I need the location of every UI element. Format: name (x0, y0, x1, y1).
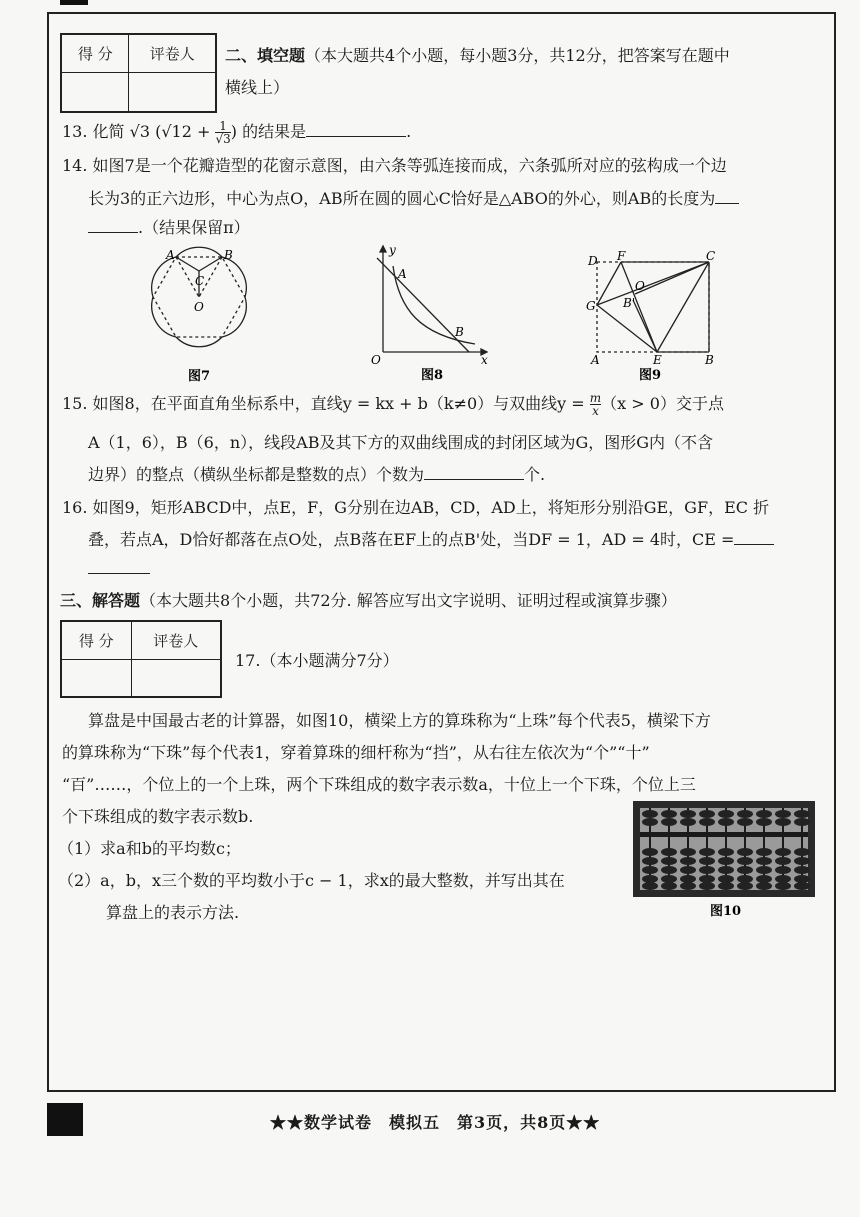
svg-text:F: F (617, 250, 626, 263)
fig7-label-o: O (194, 300, 204, 314)
q13-frac: $\frac{1}{√3}$ (215, 119, 231, 146)
section2-desc-1: （本大题共4个小题，每小题3分，共12分，把答案写在题中 (305, 46, 730, 65)
q15-line3: 边界）的整点（横纵坐标都是整数的点）个数为 个. (88, 465, 546, 484)
corner-block (47, 1103, 83, 1136)
score-cell-2[interactable] (61, 659, 131, 697)
section2-title: 二、填空题 (225, 46, 306, 65)
q16-answer-blank[interactable] (734, 528, 774, 545)
section3-desc: （本大题共8个小题，共72分. 解答应写出文字说明、证明过程或演算步骤） (140, 591, 677, 610)
svg-text:x: x (481, 353, 488, 367)
section2-header (225, 45, 730, 67)
figure-10-abacus (632, 800, 817, 920)
q17-header: 17.（本小题满分7分） (235, 651, 399, 670)
q17-sub2: （2）a，b，x三个数的平均数小于c − 1，求x的最大整数，并写出其在 (58, 871, 565, 890)
score-header: 得 分 (61, 34, 129, 72)
q15-line2: A（1，6），B（6，n），线段AB及其下方的双曲线围成的封闭区域为G，图形G内（不含 (88, 433, 714, 452)
svg-text:B': B' (623, 296, 636, 310)
score-box-2 (60, 620, 222, 698)
q14-line1: 14. 如图7是一个花瓣造型的花窗示意图，由六条等弧连接而成，六条弧所对应的弦构成一个边 (62, 156, 727, 175)
q13-prefix: 13. 化简 (62, 122, 125, 141)
q17-p3: “百”……，个位上的一个上珠，两个下珠组成的数字表示数a，十位上一个下珠，个位上三 (62, 775, 696, 794)
svg-text:y: y (389, 243, 396, 257)
svg-text:O: O (371, 353, 381, 367)
q15-answer-blank[interactable] (424, 463, 524, 480)
grader-cell-2[interactable] (131, 659, 221, 697)
q13-suffix: ) 的结果是 (230, 122, 307, 141)
svg-text:A: A (591, 353, 600, 367)
fig9-caption: 图9 (639, 368, 662, 383)
q14-answer-blank[interactable] (715, 187, 739, 204)
figure-7 (140, 245, 260, 385)
q15-line1: 15. 如图8，在平面直角坐标系中，直线y = kx + b（k≠0）与双曲线y = $\frac{m}{x}$ （x > 0）交于点 (62, 391, 724, 418)
q14-line3: .（结果保留π） (88, 216, 250, 239)
grader-cell[interactable] (129, 72, 216, 112)
q13-answer-blank[interactable] (306, 120, 406, 137)
section2-desc-2: 横线上） (225, 78, 290, 97)
svg-text:D: D (588, 254, 598, 268)
q17-sub3: 算盘上的表示方法. (106, 903, 240, 922)
grader-header-2: 评卷人 (131, 621, 221, 659)
q14-line2: 长为3的正六边形，中心为点O，AB所在圆的圆心C恰好是△ABO的外心，则AB的长度为 (88, 187, 739, 210)
figure-9 (585, 250, 720, 385)
svg-text:O: O (635, 279, 645, 293)
fig10-caption: 图10 (710, 904, 742, 919)
score-box-1 (60, 33, 217, 113)
q17-sub1: （1）求a和b的平均数c； (58, 839, 241, 858)
figure-8 (365, 240, 495, 385)
svg-text:B: B (705, 353, 714, 367)
q17-p2: 的算珠称为“下珠”每个代表1，穿着算珠的细杆称为“挡”，从右往左依次为“个”“十” (62, 743, 650, 762)
question-13: 13. 化简 √3 (√12 + $\frac{1}{√3}$ ) 的结果是 . (62, 119, 412, 146)
svg-text:B: B (455, 325, 464, 339)
fig7-label-c: C (195, 274, 205, 288)
page-footer: ★★数学试卷 模拟五 第3页，共8页★★ (270, 1113, 601, 1132)
q13-expr: √3 (√12 + (129, 122, 216, 141)
q17-p1: 算盘是中国最古老的计算器，如图10，横梁上方的算珠称为“上珠”每个代表5，横梁下方 (88, 711, 711, 730)
q16-line2: 叠，若点A，D恰好都落在点O处，点B落在EF上的点B'处，当DF = 1，AD = 4时，CE = (88, 528, 774, 551)
section3-header (60, 590, 677, 612)
score-cell[interactable] (61, 72, 129, 112)
svg-text:C: C (706, 250, 716, 263)
section3-title: 三、解答题 (60, 591, 141, 610)
score-header-2: 得 分 (61, 621, 131, 659)
grader-header: 评卷人 (129, 34, 216, 72)
q17-p4: 个下珠组成的数字表示数b. (62, 807, 254, 826)
fig7-label-b: B (224, 248, 233, 262)
q16-line3 (88, 557, 150, 580)
q16-line1: 16. 如图9，矩形ABCD中，点E，F，G分别在边AB，CD，AD上，将矩形分别沿GE，GF，EC 折 (62, 498, 770, 517)
svg-text:A: A (398, 267, 407, 281)
svg-text:G: G (586, 299, 596, 313)
fig7-caption: 图7 (188, 369, 211, 384)
top-mark (60, 0, 88, 5)
fig7-label-a: A (166, 248, 175, 262)
fig8-caption: 图8 (421, 368, 444, 383)
svg-text:E: E (653, 353, 662, 367)
